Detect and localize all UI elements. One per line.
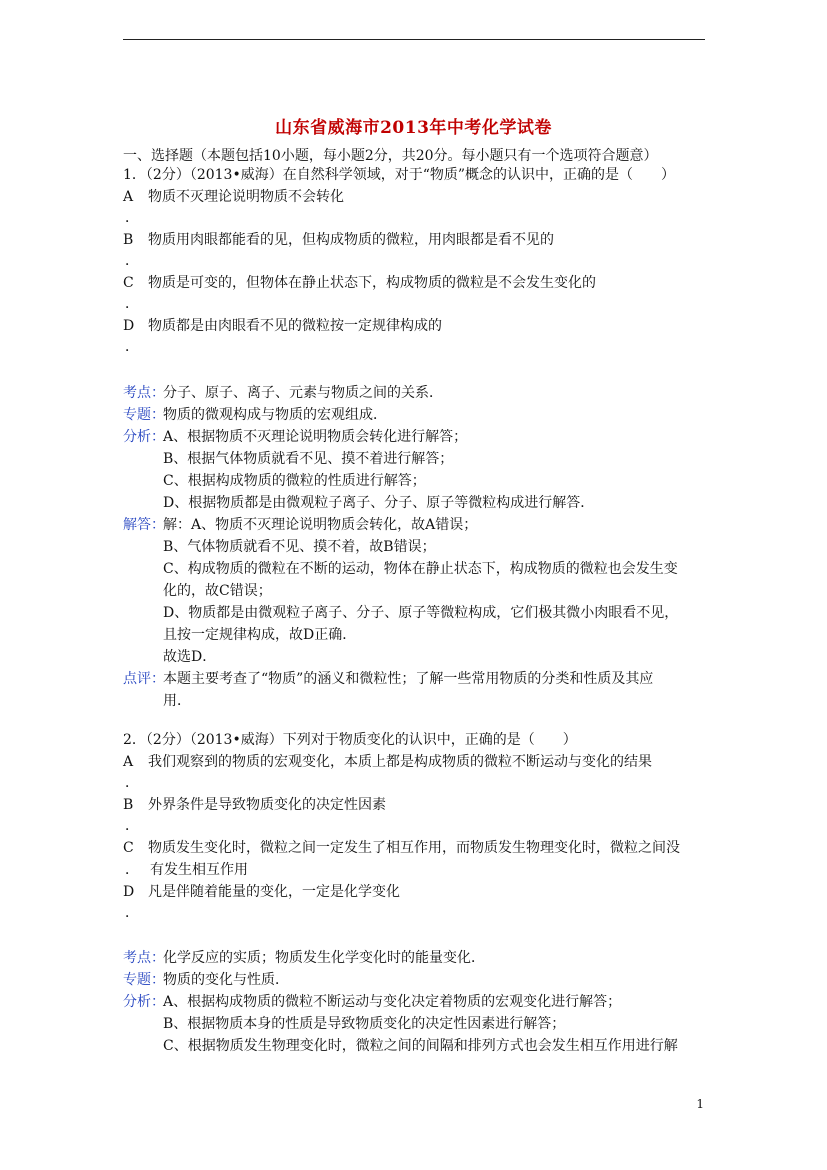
- jieda-line: D、物质都是由微观粒子离子、分子、原子等微粒构成，它们极其微小肉眼看不见，: [163, 605, 679, 621]
- dianping-line: 本题主要考查了“物质”的涵义和微粒性；了解一些常用物质的分类和性质及其应: [163, 671, 654, 687]
- option-text: 物质都是由肉眼看不见的微粒按一定规律构成的: [148, 318, 442, 334]
- option-dot: ．: [125, 862, 139, 878]
- question-1-analysis: [123, 382, 713, 712]
- jieda-line: 解：A、物质不灭理论说明物质会转化，故A错误；: [163, 517, 478, 533]
- fenxi-tag: 分析：: [123, 994, 165, 1010]
- zhuanti-tag: 专题：: [123, 972, 165, 988]
- option-continuation: [123, 859, 713, 881]
- fenxi-line: C、根据物质发生物理变化时，微粒之间的间隔和排列方式也会发生相互作用进行解: [163, 1038, 678, 1054]
- kaodian-tag: 考点：: [123, 950, 165, 966]
- option-dot: ．: [125, 296, 139, 312]
- jieda-line: 化的，故C错误；: [163, 583, 272, 599]
- option-label: B: [123, 797, 134, 813]
- jieda-line: 且按一定规律构成，故D正确．: [163, 627, 357, 643]
- option-label: C: [123, 840, 134, 856]
- fenxi-row: [123, 991, 713, 1057]
- option-dot: ．: [125, 339, 139, 355]
- option-text: 物质发生变化时，微粒之间一定发生了相互作用，而物质发生物理变化时，微粒之间没: [148, 840, 680, 856]
- option-dot: ．: [125, 253, 139, 269]
- option-label: A: [123, 754, 134, 770]
- zhuanti-row: [123, 404, 713, 426]
- question-2-option-d: [123, 881, 713, 903]
- option-text: 物质不灭理论说明物质不会转化: [148, 189, 344, 205]
- option-label: B: [123, 232, 134, 248]
- option-label: C: [123, 275, 134, 291]
- option-dot: ．: [125, 775, 139, 791]
- option-label: A: [123, 189, 134, 205]
- jieda-line: 故选D．: [163, 649, 217, 665]
- fenxi-line: A、根据构成物质的微粒不断运动与变化决定着物质的宏观变化进行解答；: [163, 994, 622, 1010]
- option-label: D: [123, 318, 135, 334]
- fenxi-line: A、根据物质不灭理论说明物质会转化进行解答；: [163, 429, 468, 445]
- kaodian-row: [123, 382, 713, 404]
- zhuanti-text: 物质的微观构成与物质的宏观组成．: [163, 407, 387, 423]
- question-1: [123, 164, 713, 358]
- section-heading: 一、选择题（本题包括10小题，每小题2分，共20分。每小题只有一个选项符合题意）: [123, 148, 658, 164]
- question-1-stem: 1．（2分）（2013•威海）在自然科学领域，对于“物质”概念的认识中，正确的是（ ）: [123, 167, 676, 183]
- question-2: [123, 729, 713, 924]
- jieda-line: B、气体物质就看不见、摸不着，故B错误；: [163, 539, 436, 555]
- kaodian-text: 化学反应的实质；物质发生化学变化时的能量变化．: [163, 950, 485, 966]
- jieda-line: C、构成物质的微粒在不断的运动，物体在静止状态下，构成物质的微粒也会发生变: [163, 561, 678, 577]
- option-dot: ．: [125, 818, 139, 834]
- option-text: 我们观察到的物质的宏观变化，本质上都是构成物质的微粒不断运动与变化的结果: [148, 754, 652, 770]
- kaodian-tag: 考点：: [123, 385, 165, 401]
- fenxi-line: D、根据物质都是由微观粒子离子、分子、原子等微粒构成进行解答．: [163, 495, 595, 511]
- fenxi-tag: 分析：: [123, 429, 165, 445]
- kaodian-row: [123, 947, 713, 969]
- option-dot: ．: [125, 210, 139, 226]
- option-text: 物质是可变的，但物体在静止状态下，构成物质的微粒是不会发生变化的: [148, 275, 596, 291]
- kaodian-text: 分子、原子、离子、元素与物质之间的关系．: [163, 385, 443, 401]
- question-2-analysis: [123, 947, 713, 1057]
- zhuanti-row: [123, 969, 713, 991]
- option-text: 外界条件是导致物质变化的决定性因素: [148, 797, 386, 813]
- option-label: D: [123, 884, 135, 900]
- option-text: 凡是伴随着能量的变化，一定是化学变化: [148, 884, 400, 900]
- option-text: 物质用肉眼都能看的见，但构成物质的微粒，用肉眼都是看不见的: [148, 232, 554, 248]
- question-2-option-b: [123, 794, 713, 816]
- dianping-tag: 点评：: [123, 671, 165, 687]
- header-rule: [123, 39, 705, 40]
- jieda-row: [123, 514, 713, 668]
- question-1-option-d: [123, 315, 713, 337]
- question-2-option-c: [123, 837, 713, 859]
- question-1-option-c: [123, 272, 713, 294]
- fenxi-line: B、根据物质本身的性质是导致物质变化的决定性因素进行解答；: [163, 1016, 566, 1032]
- fenxi-row: [123, 426, 713, 514]
- dianping-line: 用．: [163, 693, 191, 709]
- zhuanti-tag: 专题：: [123, 407, 165, 423]
- question-1-option-a: [123, 186, 713, 208]
- page-title: 山东省威海市2013年中考化学试卷: [275, 118, 552, 138]
- question-1-option-b: [123, 229, 713, 251]
- jieda-tag: 解答：: [123, 517, 165, 533]
- question-2-option-a: [123, 751, 713, 773]
- option-dot: ．: [125, 905, 139, 921]
- question-2-stem: 2．（2分）（2013•威海）下列对于物质变化的认识中，正确的是（ ）: [123, 732, 577, 748]
- option-text-continued: 有发生相互作用: [150, 862, 248, 878]
- dianping-row: [123, 668, 713, 712]
- fenxi-line: B、根据气体物质就看不见、摸不着进行解答；: [163, 451, 454, 467]
- zhuanti-text: 物质的变化与性质．: [163, 972, 289, 988]
- fenxi-line: C、根据构成物质的微粒的性质进行解答；: [163, 473, 426, 489]
- page-number: 1: [696, 1097, 704, 1111]
